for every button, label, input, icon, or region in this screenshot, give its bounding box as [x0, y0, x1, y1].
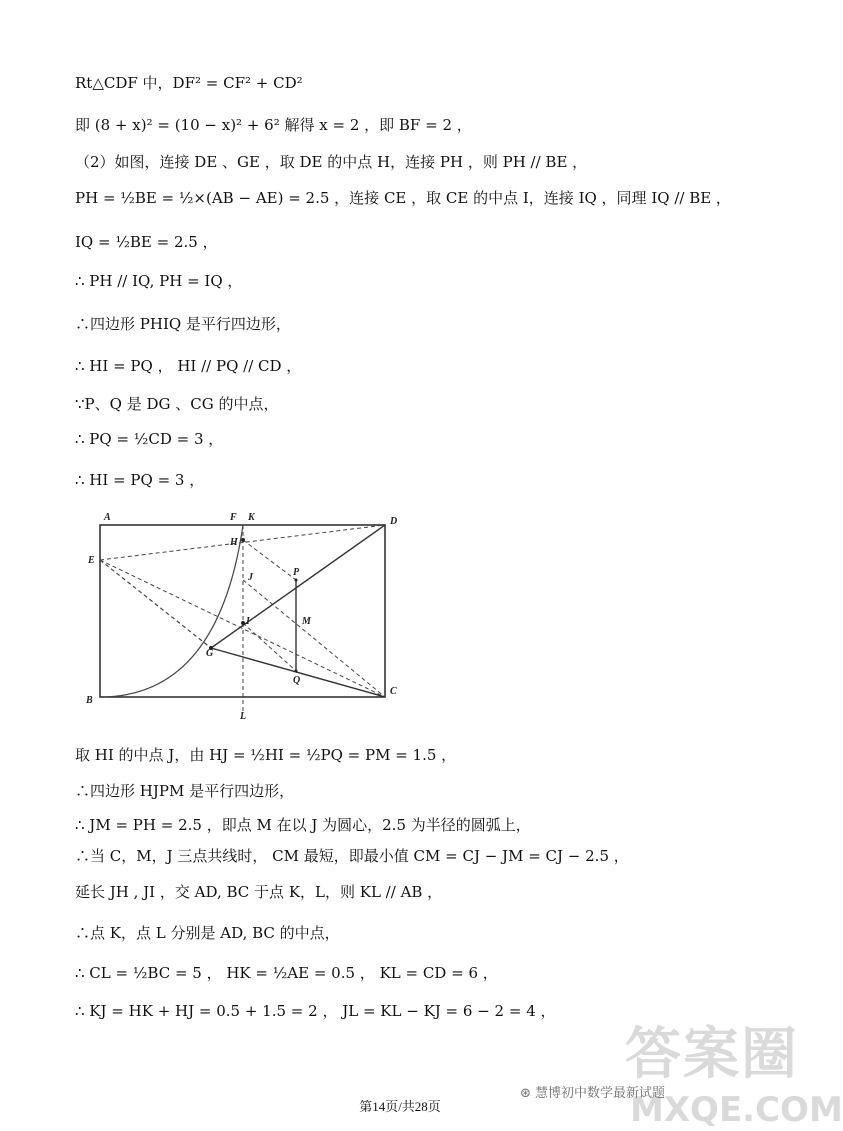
label-B: B — [86, 695, 93, 706]
label-E: E — [88, 555, 95, 566]
label-M: M — [302, 616, 311, 627]
label-A: A — [104, 512, 111, 523]
wechat-icon: ⊛ — [520, 1086, 531, 1101]
text-line-14: ∴ JM = PH = 2.5 ，即点 M 在以 J 为圆心，2.5 为半径的圆弧上， — [75, 816, 531, 834]
label-D: D — [390, 516, 398, 527]
label-G: G — [206, 648, 214, 659]
page-footer: 第14页/共28页 — [359, 1099, 441, 1114]
label-F: F — [230, 512, 237, 523]
text-line-17: ∴点 K，点 L 分别是 AD, BC 的中点， — [75, 924, 340, 942]
text-line-7: ∴四边形 PHIQ 是平行四边形， — [75, 315, 291, 333]
text-line-15: ∴当 C，M，J 三点共线时， CM 最短，即最小值 CM = CJ − JM = CJ − 2.5 ， — [75, 847, 629, 865]
label-C: C — [390, 686, 397, 697]
label-J: J — [248, 572, 253, 583]
watermark-caption: 慧博初中数学最新试题 — [535, 1086, 666, 1101]
text-line-6: ∴ PH // IQ, PH = IQ ， — [75, 272, 243, 290]
label-I: I — [246, 616, 250, 627]
text-line-11: ∴ HI = PQ = 3 ， — [75, 471, 205, 489]
text-line-4: PH = ½BE = ½×(AB − AE) = 2.5 ，连接 CE ，取 CE 的中点 I，连接 IQ ，同理 IQ // BE ， — [75, 189, 731, 207]
geometry-figure — [78, 508, 408, 723]
text-line-10: ∴ PQ = ½CD = 3 ， — [75, 430, 224, 448]
watermark-logo: 答案圈 — [625, 1022, 799, 1087]
label-P: P — [293, 567, 300, 578]
text-line-9: ∵P、Q 是 DG 、CG 的中点， — [75, 395, 279, 413]
text-line-19: ∴ KJ = HK + HJ = 0.5 + 1.5 = 2 ， JL = KL − KJ = 6 − 2 = 4 ， — [75, 1002, 556, 1020]
text-line-18: ∴ CL = ½BC = 5 ， HK = ½AE = 0.5 ， KL = CD = 6 ， — [75, 964, 498, 982]
text-line-12: 取 HI 的中点 J，由 HJ = ½HI = ½PQ = PM = 1.5 ， — [75, 746, 457, 764]
text-line-1: Rt△CDF 中，DF² = CF² + CD² — [75, 74, 303, 92]
watermark-url: MXQE.COM — [630, 1090, 843, 1130]
label-H: H — [230, 537, 238, 548]
label-L: L — [240, 711, 247, 722]
label-K: K — [248, 512, 255, 523]
text-line-2: 即 (8 + x)² = (10 − x)² + 6² 解得 x = 2 ，即 BF = 2 ， — [75, 116, 472, 134]
label-Q: Q — [293, 675, 301, 686]
text-line-13: ∴四边形 HJPM 是平行四边形， — [75, 782, 295, 800]
text-line-8: ∴ HI = PQ ， HI // PQ // CD ， — [75, 357, 302, 375]
text-line-16: 延长 JH , JI ，交 AD, BC 于点 K，L，则 KL // AB ， — [75, 883, 443, 901]
text-line-3: （2）如图，连接 DE 、GE ，取 DE 的中点 H，连接 PH ，则 PH // BE ， — [75, 153, 588, 171]
text-line-5: IQ = ½BE = 2.5 ， — [75, 233, 218, 251]
